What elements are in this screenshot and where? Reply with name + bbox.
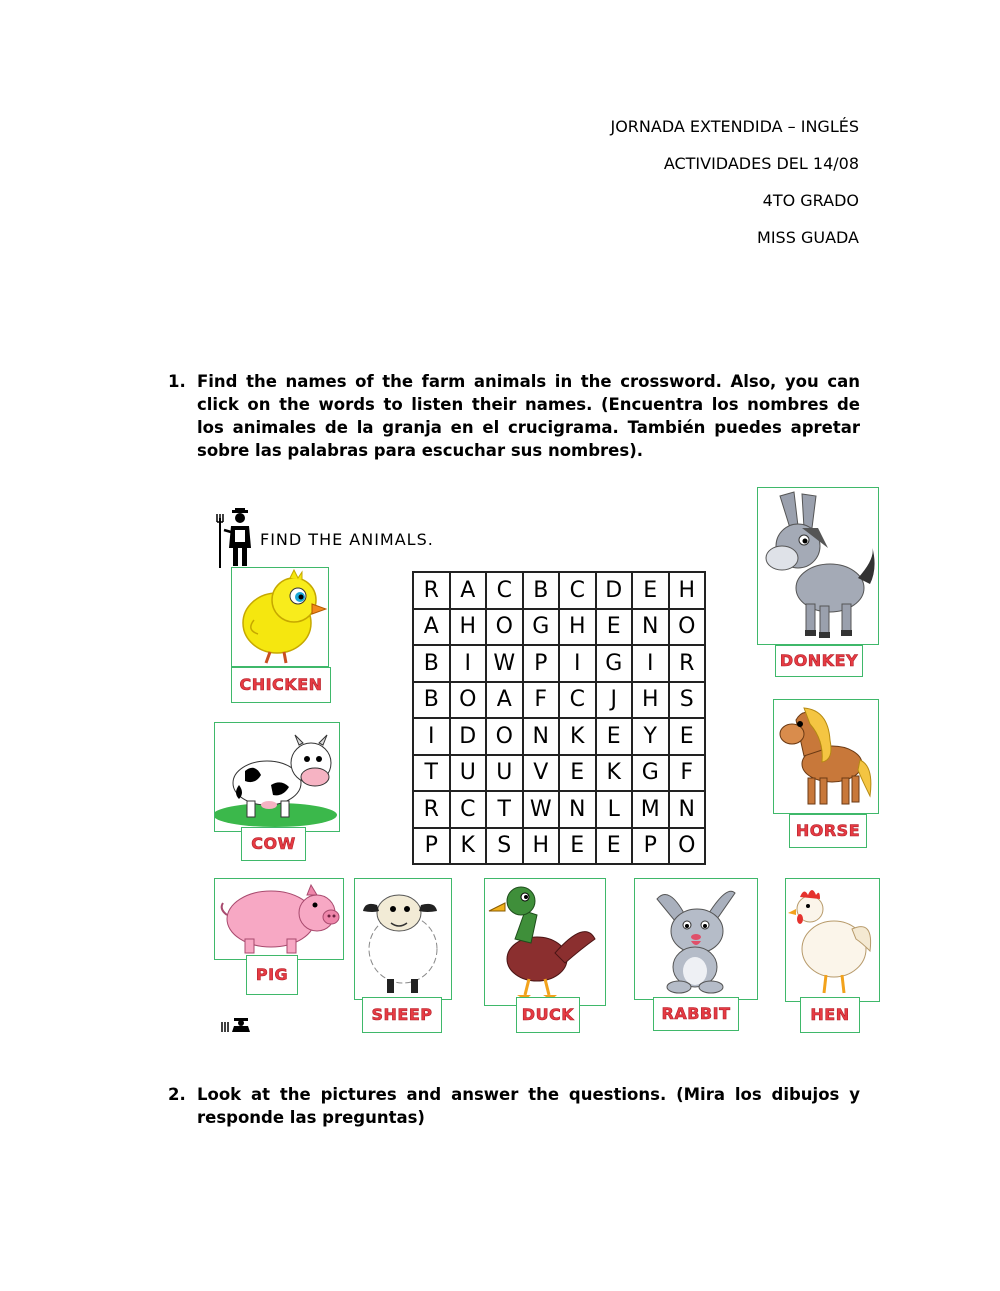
grid-cell[interactable]: W bbox=[486, 645, 523, 682]
grid-cell[interactable]: H bbox=[450, 609, 487, 646]
duck-picture-card bbox=[484, 878, 606, 1006]
header-line-4: MISS GUADA bbox=[757, 228, 859, 247]
question-2 bbox=[168, 1083, 860, 1129]
grid-cell[interactable]: N bbox=[669, 791, 706, 828]
cow-word[interactable]: COW bbox=[241, 827, 306, 861]
question-2-number: 2. bbox=[168, 1085, 186, 1104]
grid-cell[interactable]: R bbox=[413, 572, 450, 609]
grid-cell[interactable]: O bbox=[669, 828, 706, 865]
grid-cell[interactable]: V bbox=[523, 755, 560, 792]
grid-row bbox=[413, 755, 705, 792]
question-1 bbox=[168, 370, 860, 462]
grid-cell[interactable]: H bbox=[559, 609, 596, 646]
grid-cell[interactable]: E bbox=[669, 718, 706, 755]
pig-picture-card bbox=[214, 878, 344, 960]
question-1-text: Find the names of the farm animals in the crossword. Also, you can click on the words to listen their names. (Encuentra los nombres de los animales de la granja en el crucigrama. También puedes apretar sobre las palabras para escuchar sus nombres). bbox=[197, 372, 860, 460]
grid-row bbox=[413, 682, 705, 719]
question-1-number: 1. bbox=[168, 372, 186, 391]
grid-cell[interactable]: E bbox=[632, 572, 669, 609]
grid-cell[interactable]: M bbox=[632, 791, 669, 828]
donkey-picture-card bbox=[757, 487, 879, 645]
grid-cell[interactable]: S bbox=[669, 682, 706, 719]
grid-cell[interactable]: A bbox=[413, 609, 450, 646]
grid-cell[interactable]: U bbox=[450, 755, 487, 792]
grid-cell[interactable]: K bbox=[559, 718, 596, 755]
rabbit-picture-card bbox=[634, 878, 758, 1000]
grid-cell[interactable]: H bbox=[523, 828, 560, 865]
grid-cell[interactable]: E bbox=[596, 609, 633, 646]
grid-cell[interactable]: I bbox=[413, 718, 450, 755]
grid-cell[interactable]: A bbox=[450, 572, 487, 609]
grid-cell[interactable]: E bbox=[559, 828, 596, 865]
grid-cell[interactable]: T bbox=[486, 791, 523, 828]
grid-cell[interactable]: A bbox=[486, 682, 523, 719]
grid-cell[interactable]: L bbox=[596, 791, 633, 828]
grid-cell[interactable]: G bbox=[596, 645, 633, 682]
grid-cell[interactable]: D bbox=[596, 572, 633, 609]
hen-illustration bbox=[786, 879, 878, 1000]
grid-cell[interactable]: H bbox=[632, 682, 669, 719]
header bbox=[610, 116, 859, 264]
farmer-small-icon bbox=[220, 1016, 254, 1034]
question-2-text: Look at the pictures and answer the questions. (Mira los dibujos y responde las preguntas) bbox=[197, 1085, 860, 1127]
grid-cell[interactable]: O bbox=[450, 682, 487, 719]
grid-row bbox=[413, 572, 705, 609]
horse-word[interactable]: HORSE bbox=[789, 814, 867, 848]
grid-cell[interactable]: B bbox=[413, 645, 450, 682]
sheep-word[interactable]: SHEEP bbox=[362, 997, 442, 1033]
pig-illustration bbox=[215, 879, 342, 958]
grid-cell[interactable]: I bbox=[632, 645, 669, 682]
sheep-illustration bbox=[355, 879, 450, 998]
header-line-1: JORNADA EXTENDIDA – INGLÉS bbox=[610, 117, 859, 136]
grid-cell[interactable]: K bbox=[596, 755, 633, 792]
grid-cell[interactable]: E bbox=[559, 755, 596, 792]
word-search-grid bbox=[412, 571, 706, 865]
chick-illustration bbox=[232, 568, 327, 665]
hen-picture-card bbox=[785, 878, 880, 1002]
header-line-3: 4TO GRADO bbox=[762, 191, 859, 210]
grid-cell[interactable]: D bbox=[450, 718, 487, 755]
duck-word[interactable]: DUCK bbox=[516, 997, 580, 1033]
rabbit-word[interactable]: RABBIT bbox=[653, 997, 739, 1031]
chick-picture-card bbox=[231, 567, 329, 667]
grid-cell[interactable]: Y bbox=[632, 718, 669, 755]
grid-cell[interactable]: B bbox=[413, 682, 450, 719]
grid-cell[interactable]: J bbox=[596, 682, 633, 719]
grid-cell[interactable]: S bbox=[486, 828, 523, 865]
grid-row bbox=[413, 791, 705, 828]
grid-cell[interactable]: O bbox=[486, 609, 523, 646]
grid-cell[interactable]: C bbox=[486, 572, 523, 609]
donkey-word[interactable]: DONKEY bbox=[775, 645, 863, 677]
grid-cell[interactable]: W bbox=[523, 791, 560, 828]
grid-cell[interactable]: N bbox=[523, 718, 560, 755]
donkey-illustration bbox=[758, 488, 877, 643]
grid-cell[interactable]: F bbox=[669, 755, 706, 792]
grid-row bbox=[413, 718, 705, 755]
grid-cell[interactable]: R bbox=[413, 791, 450, 828]
grid-cell[interactable]: U bbox=[486, 755, 523, 792]
grid-cell[interactable]: C bbox=[559, 572, 596, 609]
puzzle-title: FIND THE ANIMALS. bbox=[260, 530, 434, 549]
grid-cell[interactable]: P bbox=[632, 828, 669, 865]
horse-illustration bbox=[774, 700, 877, 812]
grid-row bbox=[413, 645, 705, 682]
grid-cell[interactable]: E bbox=[596, 828, 633, 865]
grid-cell[interactable]: P bbox=[413, 828, 450, 865]
cow-picture-card bbox=[214, 722, 340, 832]
grid-cell[interactable]: O bbox=[669, 609, 706, 646]
grid-cell[interactable]: T bbox=[413, 755, 450, 792]
grid-cell[interactable]: C bbox=[559, 682, 596, 719]
rabbit-illustration bbox=[635, 879, 756, 998]
chicken-word[interactable]: CHICKEN bbox=[231, 667, 331, 703]
grid-cell[interactable]: E bbox=[596, 718, 633, 755]
grid-cell[interactable]: P bbox=[523, 645, 560, 682]
grid-cell[interactable]: H bbox=[669, 572, 706, 609]
grid-cell[interactable]: B bbox=[523, 572, 560, 609]
header-line-2: ACTIVIDADES DEL 14/08 bbox=[663, 154, 859, 173]
grid-cell[interactable]: F bbox=[523, 682, 560, 719]
grid-cell[interactable]: O bbox=[486, 718, 523, 755]
grid-row bbox=[413, 828, 705, 865]
grid-cell[interactable]: I bbox=[559, 645, 596, 682]
grid-cell[interactable]: R bbox=[669, 645, 706, 682]
grid-cell[interactable]: I bbox=[450, 645, 487, 682]
grid-cell[interactable]: C bbox=[450, 791, 487, 828]
horse-picture-card bbox=[773, 699, 879, 814]
grid-cell[interactable]: N bbox=[632, 609, 669, 646]
cow-illustration bbox=[215, 723, 338, 830]
grid-cell[interactable]: K bbox=[450, 828, 487, 865]
grid-cell[interactable]: G bbox=[523, 609, 560, 646]
grid-cell[interactable]: N bbox=[559, 791, 596, 828]
hen-word[interactable]: HEN bbox=[800, 997, 860, 1033]
pig-word[interactable]: PIG bbox=[246, 955, 298, 995]
farmer-icon bbox=[216, 508, 256, 570]
grid-row bbox=[413, 609, 705, 646]
sheep-picture-card bbox=[354, 878, 452, 1000]
duck-illustration bbox=[485, 879, 604, 1004]
grid-cell[interactable]: G bbox=[632, 755, 669, 792]
